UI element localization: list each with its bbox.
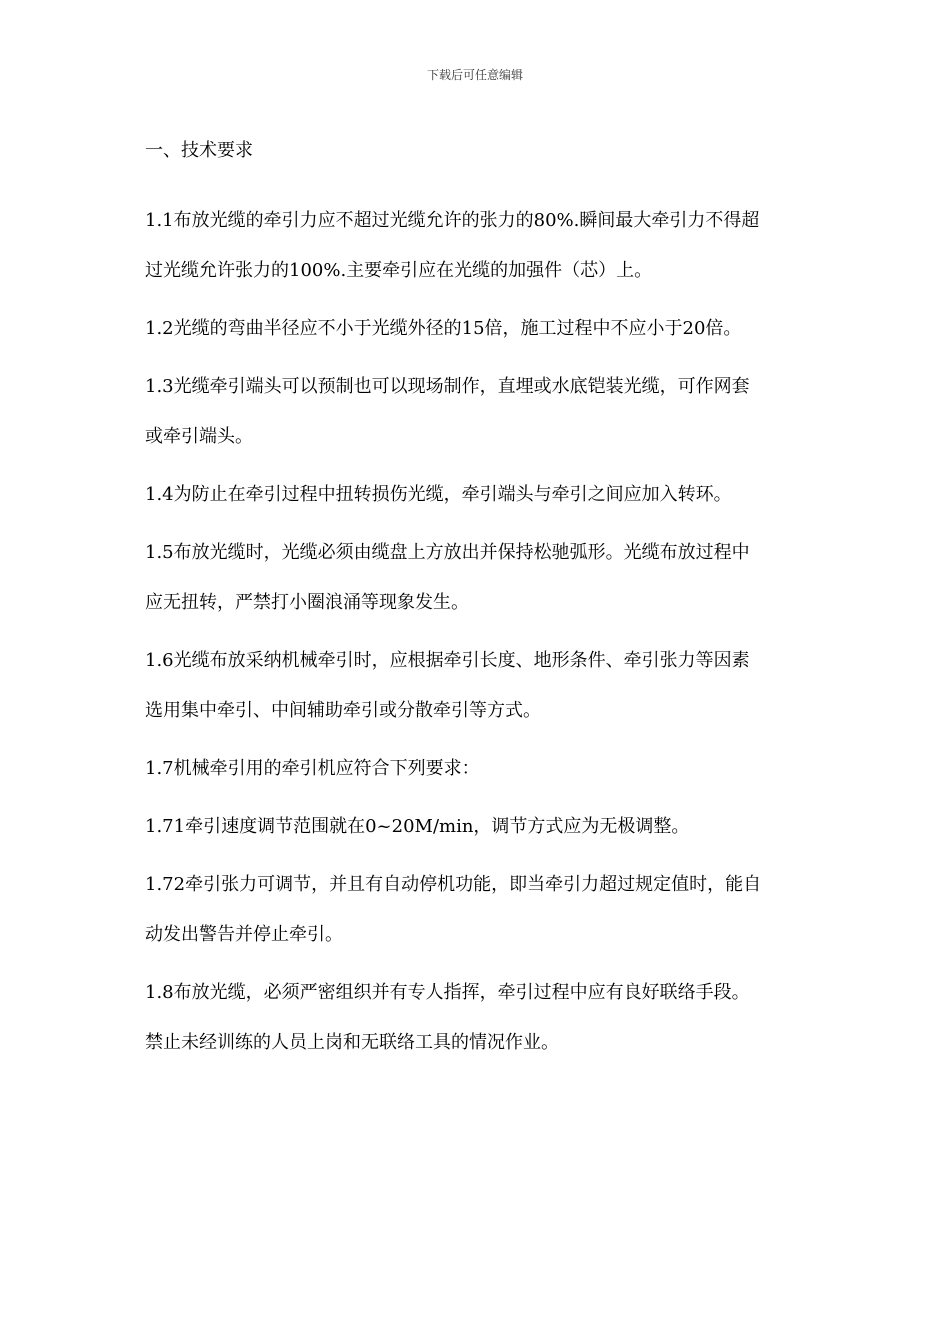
paragraph-line: 应无扭转，严禁打小圈浪涌等现象发生。 xyxy=(145,592,469,613)
paragraph-1-71 xyxy=(145,802,805,852)
paragraph-1-4 xyxy=(145,470,805,520)
paragraph-line: 1.8布放光缆，必须严密组织并有专人指挥，牵引过程中应有良好联络手段。 xyxy=(145,982,750,1003)
paragraph-line: 或牵引端头。 xyxy=(145,426,253,447)
paragraph-line: 1.4为防止在牵引过程中扭转损伤光缆，牵引端头与牵引之间应加入转环。 xyxy=(145,484,732,505)
section-heading: 一、技术要求 xyxy=(145,140,253,161)
paragraph-line: 过光缆允许张力的100%.主要牵引应在光缆的加强件（芯）上。 xyxy=(145,260,653,281)
paragraph-line: 1.71牵引速度调节范围就在0~20M/min，调节方式应为无极调整。 xyxy=(145,816,690,837)
paragraph-1-2 xyxy=(145,304,805,354)
paragraph-1-8 xyxy=(145,968,805,1068)
paragraph-line: 禁止未经训练的人员上岗和无联络工具的情况作业。 xyxy=(145,1032,559,1053)
paragraph-1-72 xyxy=(145,860,805,960)
paragraph-line: 选用集中牵引、中间辅助牵引或分散牵引等方式。 xyxy=(145,700,541,721)
paragraph-line: 1.1布放光缆的牵引力应不超过光缆允许的张力的80%.瞬间最大牵引力不得超 xyxy=(145,210,760,231)
paragraph-1-5 xyxy=(145,528,805,628)
paragraph-line: 1.72牵引张力可调节，并且有自动停机功能，即当牵引力超过规定值时，能自 xyxy=(145,874,762,895)
paragraph-line: 1.3光缆牵引端头可以预制也可以现场制作，直埋或水底铠装光缆，可作网套 xyxy=(145,376,750,397)
paragraph-1-1 xyxy=(145,196,805,296)
paragraph-line: 1.5布放光缆时，光缆必须由缆盘上方放出并保持松驰弧形。光缆布放过程中 xyxy=(145,542,750,563)
paragraph-1-3 xyxy=(145,362,805,462)
paragraph-1-6 xyxy=(145,636,805,736)
header-note: 下载后可任意编辑 xyxy=(426,68,523,82)
paragraph-line: 1.7机械牵引用的牵引机应符合下列要求： xyxy=(145,758,480,779)
paragraph-line: 动发出警告并停止牵引。 xyxy=(145,924,343,945)
document-body xyxy=(145,136,805,1076)
paragraph-line: 1.6光缆布放采纳机械牵引时，应根据牵引长度、地形条件、牵引张力等因素 xyxy=(145,650,750,671)
paragraph-line: 1.2光缆的弯曲半径应不小于光缆外径的15倍，施工过程中不应小于20倍。 xyxy=(145,318,742,339)
paragraph-1-7 xyxy=(145,744,805,794)
